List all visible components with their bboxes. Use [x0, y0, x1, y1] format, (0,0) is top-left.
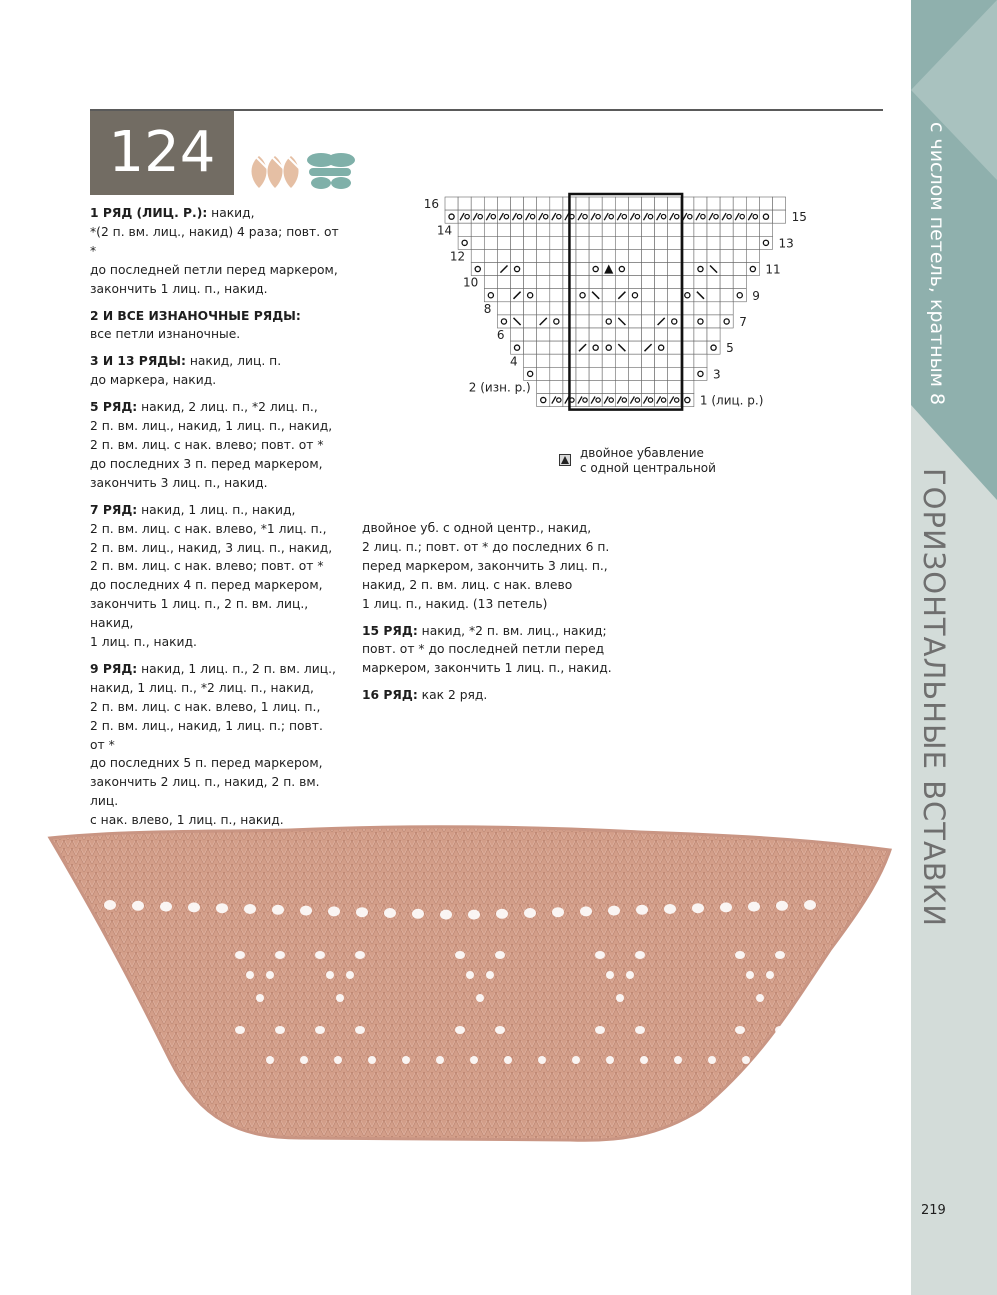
instruction-line: повт. от * до последней петли перед [362, 642, 605, 657]
eyelet-hole [328, 906, 340, 916]
chart-row-label: 9 [752, 288, 760, 303]
eyelet-hole [440, 910, 452, 920]
eyelet-hole [640, 1056, 648, 1064]
chart-row-label: 5 [726, 341, 734, 356]
row-label: 5 РЯД: [90, 400, 138, 415]
eyelet-hole [775, 951, 785, 959]
chart-row-label: 3 [713, 367, 721, 382]
eyelet-hole [356, 907, 368, 917]
chart-row-label: 12 [449, 249, 466, 264]
eyelet-hole [626, 971, 634, 979]
eyelet-hole [300, 906, 312, 916]
instruction-line: перед маркером, закончить 3 лиц. п., [362, 558, 608, 573]
chart-row-label: 8 [483, 301, 492, 316]
chart-row-label: 11 [765, 262, 781, 277]
eyelet-hole [486, 971, 494, 979]
eyelet-hole [636, 905, 648, 915]
instruction-line: закончить 2 лиц. п., накид, 2 п. вм. лиц. [90, 775, 320, 809]
row-label: 9 РЯД: [90, 661, 138, 676]
instruction-line: 2 п. вм. лиц., накид, 1 лиц. п., накид, [90, 419, 333, 434]
eyelet-hole [266, 1056, 274, 1064]
instruction-line: 2 п. вм. лиц. с нак. влево; повт. от * [90, 559, 324, 574]
eyelet-hole [235, 1026, 245, 1034]
chart-row-label: 1 (лиц. р.) [699, 393, 764, 408]
instruction-line: накид, 1 лиц. п., 2 п. вм. лиц., [137, 661, 336, 676]
chart-row-label: 13 [778, 236, 794, 251]
instruction-line: накид, 2 п. вм. лиц. с нак. влево [362, 577, 573, 592]
eyelet-hole [466, 971, 474, 979]
eyelet-hole [735, 1026, 745, 1034]
chart-row-label: 6 [496, 328, 505, 343]
instruction-line: *(2 п. вм. лиц., накид) 4 раза; повт. от * [90, 224, 339, 258]
eyelet-hole [606, 971, 614, 979]
eyelet-hole [272, 905, 284, 915]
eyelet-hole [692, 903, 704, 913]
eyelet-hole [674, 1056, 682, 1064]
chart-row-label: 14 [436, 223, 453, 238]
eyelet-hole [616, 994, 624, 1002]
legend-line-2: с одной центральной [580, 461, 716, 475]
row-label: 16 РЯД: [362, 688, 418, 703]
page-number: 219 [921, 1203, 946, 1218]
eyelet-hole [132, 901, 144, 911]
row-label: 7 РЯД: [90, 502, 138, 517]
instruction-line: до последних 3 п. перед маркером, [90, 456, 323, 471]
instruction-line: 1 лиц. п., накид. (13 петель) [362, 596, 548, 611]
eyelet-hole [804, 900, 816, 910]
eyelet-hole [538, 1056, 546, 1064]
chart-row-label: 7 [739, 315, 747, 329]
eyelet-hole [766, 971, 774, 979]
eyelet-hole [336, 994, 344, 1002]
eyelet-hole [756, 994, 764, 1002]
eyelet-hole [256, 994, 264, 1002]
instruction-line: накид, *2 п. вм. лиц., накид; [417, 623, 607, 638]
eyelet-hole [572, 1056, 580, 1064]
eyelet-hole [742, 1056, 750, 1064]
eyelet-hole [315, 951, 325, 959]
pattern-number: 124 [90, 111, 234, 195]
instruction-line: с нак. влево, 1 лиц. п., накид. [90, 813, 284, 828]
instruction-line: до последней петли перед маркером, [90, 262, 338, 277]
eyelet-hole [635, 1026, 645, 1034]
eyelet-hole [368, 1056, 376, 1064]
instruction-line: накид, 1 лиц. п., *2 лиц. п., накид, [90, 680, 314, 695]
eyelet-hole [455, 951, 465, 959]
eyelet-hole [720, 902, 732, 912]
eyelet-hole [275, 951, 285, 959]
row-label: 15 РЯД: [362, 623, 418, 638]
swatch-shape [50, 827, 890, 1141]
chart-row-label: 16 [423, 197, 439, 212]
instruction-line: до маркера, накид. [90, 373, 217, 388]
chart-row-label: 15 [791, 210, 807, 225]
instruction-line: как 2 ряд. [417, 688, 488, 703]
eyelet-hole [775, 1026, 785, 1034]
instruction-line: закончить 3 лиц. п., накид. [90, 475, 268, 490]
row-label: 1 РЯД (ЛИЦ. Р.): [90, 206, 208, 220]
eyelet-hole [188, 902, 200, 912]
instruction-line: до последних 5 п. перед маркером, [90, 756, 323, 771]
eyelet-hole [384, 908, 396, 918]
eyelet-hole [746, 971, 754, 979]
eyelet-hole [504, 1056, 512, 1064]
eyelet-hole [495, 951, 505, 959]
eyelet-hole [455, 1026, 465, 1034]
chart-row-label: 4 [509, 354, 518, 369]
instruction-line: накид, [207, 206, 255, 220]
instruction-line: 2 п. вм. лиц., накид, 1 лиц. п.; повт. от * [90, 718, 323, 752]
instruction-line: 2 лиц. п.; повт. от * до последних 6 п. [362, 539, 610, 554]
eyelet-hole [402, 1056, 410, 1064]
chart-row-label: 10 [463, 275, 479, 290]
eyelet-hole [104, 900, 116, 910]
eyelet-hole [334, 1056, 342, 1064]
instruction-line: 2 п. вм. лиц. с нак. влево; повт. от * [90, 437, 324, 452]
instruction-line: закончить 1 лиц. п., накид. [90, 281, 268, 296]
eyelet-hole [664, 904, 676, 914]
eyelet-hole [495, 1026, 505, 1034]
instruction-line: маркером, закончить 1 лиц. п., накид. [362, 661, 612, 676]
eyelet-hole [595, 951, 605, 959]
row-label: 2 И ВСЕ ИЗНАНОЧНЫЕ РЯДЫ: [90, 308, 301, 323]
eyelet-hole [275, 1026, 285, 1034]
eyelet-hole [315, 1026, 325, 1034]
eyelet-hole [470, 1056, 478, 1064]
eyelet-hole [580, 906, 592, 916]
section-title: ГОРИЗОНТАЛЬНЫЕ ВСТАВКИ [917, 468, 951, 927]
instruction-line: 1 лиц. п., накид. [90, 635, 197, 650]
section-subtitle: с числом петель, кратным 8 [926, 122, 948, 406]
instruction-line: закончить 1 лиц. п., 2 п. вм. лиц., накид, [90, 597, 309, 631]
eyelet-hole [160, 902, 172, 912]
instruction-line: накид, 2 лиц. п., *2 лиц. п., [137, 400, 318, 415]
instruction-line: 2 п. вм. лиц. с нак. влево, *1 лиц. п., [90, 521, 327, 536]
row-label: 3 И 13 РЯДЫ: [90, 354, 186, 369]
eyelet-hole [436, 1056, 444, 1064]
eyelet-hole [355, 1026, 365, 1034]
eyelet-hole [735, 951, 745, 959]
eyelet-hole [524, 908, 536, 918]
eyelet-hole [776, 901, 788, 911]
eyelet-hole [244, 904, 256, 914]
instruction-line: 2 п. вм. лиц. с нак. влево, 1 лиц. п., [90, 699, 321, 714]
eyelet-hole [476, 994, 484, 1002]
instruction-line: двойное уб. с одной центр., накид, [362, 521, 592, 535]
eyelet-hole [608, 906, 620, 916]
instruction-line: 2 п. вм. лиц., накид, 3 лиц. п., накид, [90, 540, 333, 555]
eyelet-hole [412, 909, 424, 919]
eyelet-hole [635, 951, 645, 959]
eyelet-hole [235, 951, 245, 959]
eyelet-hole [708, 1056, 716, 1064]
chart-row-label: 2 (изн. р.) [468, 380, 531, 395]
eyelet-hole [496, 909, 508, 919]
eyelet-hole [346, 971, 354, 979]
instruction-line: все петли изнаночные. [90, 327, 241, 342]
eyelet-hole [266, 971, 274, 979]
eyelet-hole [606, 1056, 614, 1064]
eyelet-hole [748, 902, 760, 912]
instruction-line: накид, лиц. п. [185, 354, 282, 369]
eyelet-hole [468, 910, 480, 920]
legend-line-1: двойное убавление [580, 446, 704, 460]
eyelet-hole [216, 903, 228, 913]
eyelet-hole [595, 1026, 605, 1034]
eyelet-hole [326, 971, 334, 979]
eyelet-hole [355, 951, 365, 959]
instruction-line: накид, 1 лиц. п., накид, [137, 502, 296, 517]
eyelet-hole [552, 907, 564, 917]
eyelet-hole [246, 971, 254, 979]
eyelet-hole [300, 1056, 308, 1064]
instruction-line: до последних 4 п. перед маркером, [90, 578, 323, 593]
